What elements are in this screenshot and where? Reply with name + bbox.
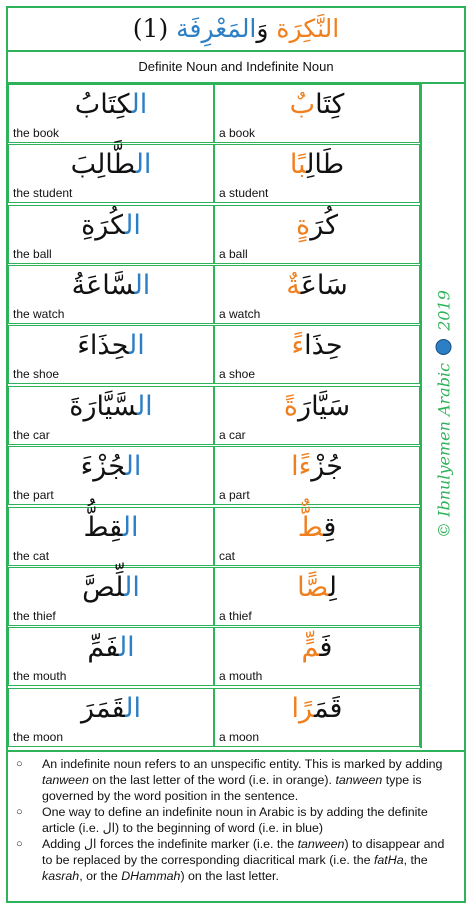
indefinite-english: a shoe: [219, 367, 256, 382]
indefinite-arabic: [215, 328, 419, 364]
indefinite-stem: قَمَ: [313, 692, 343, 724]
copyright-owner: © Ibnulyemen Arabic: [434, 362, 454, 538]
definite-english: the ball: [13, 246, 52, 261]
definite-cell: [8, 325, 214, 384]
definite-cell: [8, 507, 214, 566]
indefinite-stem: كِتَا: [315, 89, 345, 120]
definite-stem: جُزْءَ: [80, 451, 126, 483]
indefinite-english: a car: [219, 427, 246, 442]
indefinite-english: a student: [219, 186, 269, 201]
definite-arabic: [9, 510, 213, 546]
table-row: [8, 446, 420, 505]
note-emphasis: tanween: [297, 837, 345, 851]
indefinite-english: a moon: [219, 729, 260, 744]
vocabulary-grid: [8, 84, 420, 748]
definite-stem: لِّصَّ: [82, 571, 125, 603]
indefinite-stem: سَيَّارَ: [298, 390, 351, 422]
indefinite-cell: [214, 265, 420, 324]
worksheet: [6, 6, 466, 903]
definite-arabic: [9, 449, 213, 485]
definite-english: the thief: [13, 608, 56, 623]
definite-arabic: [9, 630, 213, 666]
definite-article: ال: [125, 209, 141, 241]
definite-cell: [8, 386, 214, 445]
table-row: [8, 265, 420, 324]
tanween-ending: ءًا: [291, 451, 312, 483]
note-item: [14, 836, 458, 884]
indefinite-arabic: [215, 691, 419, 727]
definite-stem: فَمِّ: [87, 632, 119, 664]
definite-cell: [8, 84, 214, 143]
tanween-ending: ةٍ: [296, 209, 311, 241]
definite-stem: طَّالِبَ: [70, 149, 136, 181]
indefinite-english: a book: [219, 126, 256, 140]
definite-stem: سَّاعَةُ: [71, 270, 135, 302]
definite-cell: [8, 144, 214, 203]
indefinite-stem: طَالِ: [306, 149, 345, 181]
indefinite-cell: [214, 84, 420, 143]
note-item: [14, 756, 458, 804]
bullet-icon: ○: [16, 838, 23, 850]
definite-article: ال: [125, 692, 141, 724]
copyright-column: [420, 84, 466, 748]
table-row: [8, 688, 420, 747]
indefinite-cell: [214, 386, 420, 445]
definite-cell: [8, 627, 214, 686]
note-text: ) on the last letter.: [180, 869, 279, 883]
definite-arabic: [9, 389, 213, 425]
definite-arabic: [9, 87, 213, 123]
definite-stem: قَمَرَ: [81, 692, 126, 724]
indefinite-english: a part: [219, 488, 250, 503]
page-title: [8, 8, 464, 52]
table-row: [8, 325, 420, 384]
note-arabic: ال: [84, 836, 97, 851]
indefinite-cell: [214, 144, 420, 203]
indefinite-stem: جُزْ: [311, 451, 343, 483]
note-emphasis: fatHa: [373, 853, 404, 867]
definite-article: ال: [122, 511, 139, 543]
title-number: (1): [132, 14, 169, 43]
title-indefinite-word: النَّكِرَة: [276, 14, 340, 43]
definite-arabic: [9, 208, 213, 244]
note-emphasis: tanween: [335, 773, 383, 787]
indefinite-arabic: [215, 570, 419, 606]
indefinite-arabic: [215, 510, 419, 546]
note-text: ) to disappear and to be replaced by the corresponding diacritical mark (i.e. the: [42, 837, 445, 867]
definite-article: ال: [131, 89, 148, 120]
indefinite-arabic: [215, 630, 419, 666]
definite-article: ال: [125, 451, 142, 483]
definite-english: the moon: [13, 729, 64, 744]
title-conjunction: وَ: [256, 14, 269, 43]
definite-cell: [8, 446, 214, 505]
indefinite-arabic: [215, 87, 419, 123]
tanween-ending: ةً: [283, 390, 299, 422]
table-row: [8, 627, 420, 686]
indefinite-arabic: [215, 449, 419, 485]
note-text: , or the: [79, 869, 122, 883]
definite-arabic: [9, 328, 213, 364]
indefinite-stem: كُرَ: [310, 209, 338, 241]
indefinite-cell: [214, 507, 420, 566]
definite-article: ال: [135, 149, 152, 181]
indefinite-english: a watch: [219, 307, 261, 322]
definite-stem: كِتَابُ: [74, 89, 132, 120]
definite-stem: سَّيَّارَةَ: [69, 390, 137, 422]
note-text: forces the indefinite marker (i.e. the: [96, 837, 298, 851]
definite-stem: قِطُّ: [83, 511, 123, 543]
table-row: [8, 84, 420, 143]
definite-article: ال: [134, 270, 151, 302]
tanween-ending: مٍّ: [301, 632, 320, 664]
tanween-ending: ءً: [291, 330, 305, 362]
title-definite-word: المَعْرِفَة: [176, 14, 257, 43]
tanween-ending: صًّا: [297, 571, 329, 603]
table-row: [8, 567, 420, 626]
tanween-ending: بٌ: [289, 89, 316, 120]
table-row: [8, 386, 420, 445]
indefinite-english: a ball: [219, 246, 248, 261]
notes-section: [8, 750, 464, 901]
indefinite-cell: [214, 688, 420, 747]
indefinite-arabic: [215, 147, 419, 183]
indefinite-stem: قِ: [323, 511, 337, 543]
indefinite-stem: حِذَا: [304, 330, 343, 362]
definite-english: the cat: [13, 548, 50, 563]
definite-english: the student: [13, 186, 73, 201]
indefinite-arabic: [215, 389, 419, 425]
definite-english: the shoe: [13, 367, 60, 382]
indefinite-stem: سَاعَ: [300, 270, 348, 302]
definite-cell: [8, 205, 214, 264]
indefinite-english: a thief: [219, 608, 252, 623]
definite-cell: [8, 688, 214, 747]
indefinite-arabic: [215, 208, 419, 244]
indefinite-arabic: [215, 268, 419, 304]
indefinite-cell: [214, 205, 420, 264]
note-text: ) to the beginning of word (i.e. in blue): [115, 821, 324, 835]
note-text: on the last letter of the word (i.e. in orange).: [88, 773, 336, 787]
bullet-icon: ○: [16, 758, 23, 770]
page-subtitle: Definite Noun and Indefinite Noun: [8, 52, 464, 84]
bullet-icon: ○: [16, 806, 23, 818]
table-row: [8, 507, 420, 566]
indefinite-cell: [214, 567, 420, 626]
definite-article: ال: [118, 632, 135, 664]
definite-arabic: [9, 691, 213, 727]
definite-english: the mouth: [13, 669, 67, 684]
note-item: [14, 804, 458, 836]
note-text: , the: [403, 853, 428, 867]
table-row: [8, 205, 420, 264]
note-emphasis: DHammah: [121, 869, 181, 883]
definite-english: the book: [13, 126, 60, 140]
indefinite-english: cat: [219, 548, 236, 563]
indefinite-cell: [214, 325, 420, 384]
tanween-ending: رًا: [291, 692, 314, 724]
indefinite-stem: فَ: [319, 632, 333, 664]
tanween-ending: بًا: [289, 149, 307, 181]
definite-arabic: [9, 570, 213, 606]
copyright-year: 2019: [434, 290, 454, 331]
table-row: [8, 144, 420, 203]
note-text: An indefinite noun refers to an unspecific entity. This is marked by adding: [42, 757, 443, 771]
copyright-text: [435, 290, 454, 538]
definite-english: the part: [13, 488, 54, 503]
globe-icon: [436, 339, 452, 355]
definite-article: ال: [129, 330, 145, 362]
definite-stem: كُرَةِ: [81, 209, 126, 241]
indefinite-stem: لِ: [328, 571, 337, 603]
definite-article: ال: [136, 390, 153, 422]
tanween-ending: طٌّ: [297, 511, 324, 543]
note-text: type is governed by the word position in the sentence.: [42, 773, 422, 803]
definite-arabic: [9, 147, 213, 183]
note-emphasis: tanween: [42, 773, 89, 787]
definite-arabic: [9, 268, 213, 304]
note-arabic: ال: [102, 820, 116, 835]
definite-article: ال: [124, 571, 140, 603]
indefinite-english: a mouth: [219, 669, 263, 684]
note-emphasis: kasrah: [42, 869, 80, 883]
note-text: One way to define an indefinite noun in Arabic is by adding the definite article (i.e.: [42, 805, 428, 835]
definite-english: the car: [13, 427, 50, 442]
definite-stem: حِذَاءَ: [77, 330, 130, 362]
indefinite-cell: [214, 627, 420, 686]
indefinite-cell: [214, 446, 420, 505]
tanween-ending: ةٌ: [286, 270, 301, 302]
definite-english: the watch: [13, 307, 65, 322]
definite-cell: [8, 265, 214, 324]
definite-cell: [8, 567, 214, 626]
note-text: Adding: [42, 837, 85, 851]
